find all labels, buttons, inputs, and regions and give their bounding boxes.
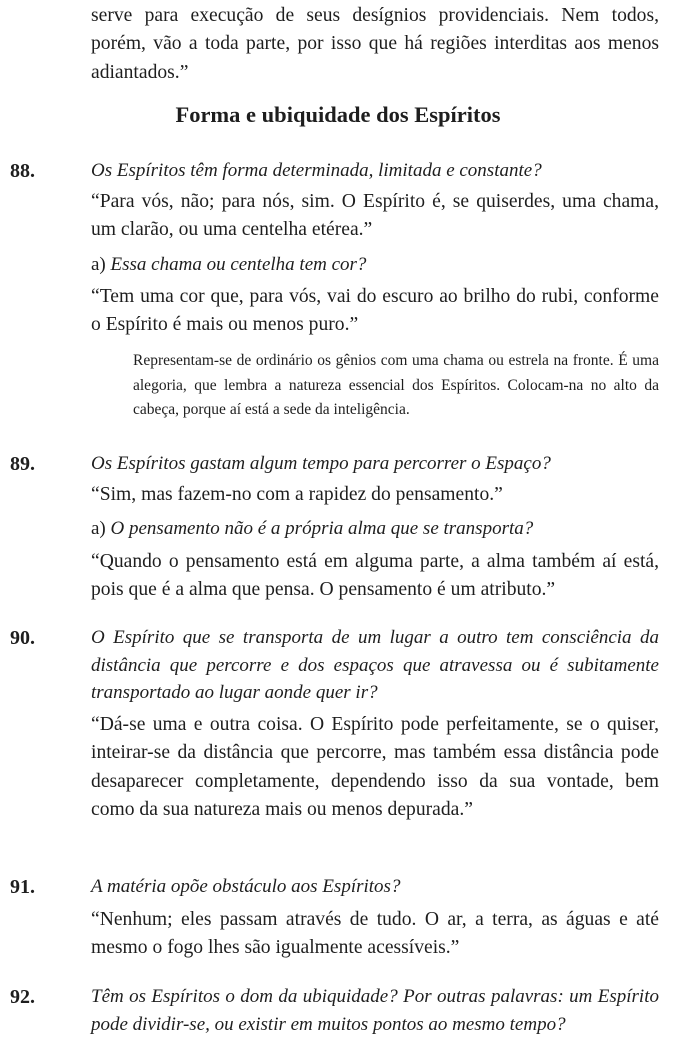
section-title: Forma e ubiquidade dos Espíritos	[175, 102, 501, 127]
question-text: A matéria opõe obstáculo aos Espíritos?	[91, 876, 401, 897]
sub-answer-text: “Quando o pensamento está em alguma parte, a alma também aí está, pois que é a alma que pensa. O pensamento é um atributo.”	[91, 551, 659, 601]
question-number: 91.	[10, 876, 35, 898]
sub-question	[91, 251, 659, 278]
sub-answer-text: “Tem uma cor que, para vós, vai do escuro ao brilho do rubi, conforme o Espírito é mais ou menos puro.”	[91, 286, 659, 336]
answer-text: “Sim, mas fazem-no com a rapidez do pensamento.”	[91, 484, 503, 505]
question-number: 88.	[10, 160, 35, 182]
intro-paragraph: serve para execução de seus desígnios providenciais. Nem todos, porém, vão a toda parte, por isso que há regiões interditas aos menos adiantados.”	[91, 5, 659, 83]
answer-text: “Dá-se uma e outra coisa. O Espírito pode perfeitamente, se o quiser, inteirar-se da distância que percorre, mas também essa distância pode desaparecer completamente, dependendo isso da sua vontade, bem como da sua natureza mais ou menos depurada.”	[91, 714, 659, 821]
question-text: Os Espíritos têm forma determinada, limitada e constante?	[91, 160, 542, 181]
sub-question-text: O pensamento não é a própria alma que se transporta?	[110, 518, 534, 539]
sub-question-text: Essa chama ou centelha tem cor?	[110, 254, 367, 275]
answer-text: “Nenhum; eles passam através de tudo. O ar, a terra, as águas e até mesmo o fogo lhes são igualmente acessíveis.”	[91, 909, 659, 959]
question-text: Têm os Espíritos o dom da ubiquidade? Por outras palavras: um Espírito pode dividir-se, ou existir em muitos pontos ao mesmo tempo?	[91, 986, 659, 1035]
question-text: Os Espíritos gastam algum tempo para percorrer o Espaço?	[91, 453, 551, 474]
answer-text: “Para vós, não; para nós, sim. O Espírito é, se quiserdes, uma chama, um clarão, ou uma centelha etérea.”	[91, 191, 659, 241]
commentary-note: Representam-se de ordinário os gênios com uma chama ou estrela na fronte. É uma alegoria, que lembra a natureza essencial dos Espíritos. Colocam-na no alto da cabeça, porque aí está a sede da inteligência.	[133, 352, 659, 419]
question-text: O Espírito que se transporta de um lugar a outro tem consciência da distância que percorre e dos espaços que atravessa ou é subitamente transportado ao lugar aonde quer ir?	[91, 627, 659, 703]
sub-question-letter: a)	[91, 254, 106, 275]
question-number: 92.	[10, 986, 35, 1008]
question-number: 90.	[10, 627, 35, 649]
sub-question-letter: a)	[91, 518, 106, 539]
question-number: 89.	[10, 453, 35, 475]
sub-question	[91, 515, 659, 542]
